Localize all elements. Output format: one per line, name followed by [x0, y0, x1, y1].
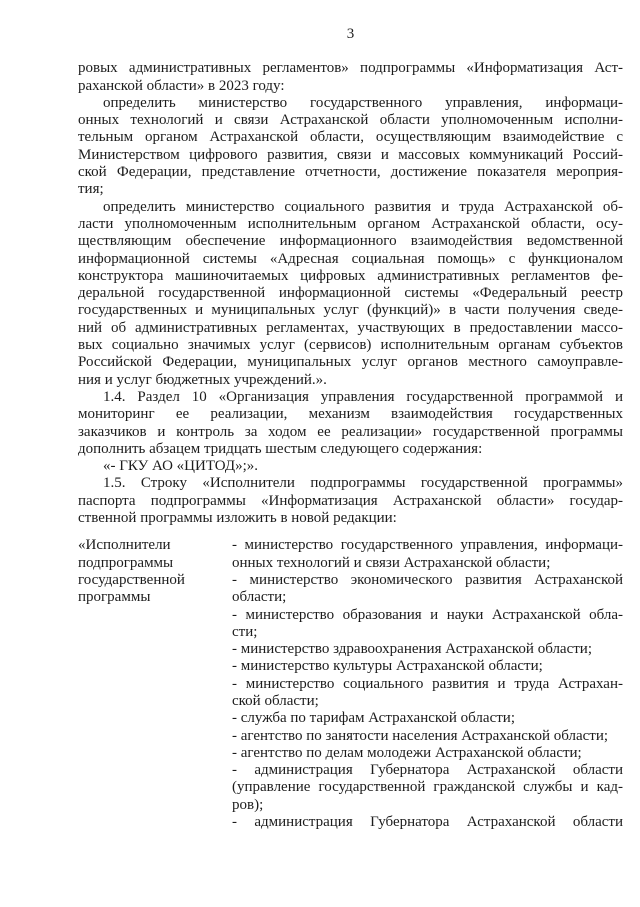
- text-line: «- ГКУ АО «ЦИТОД»;».: [103, 458, 259, 475]
- text-line: Министерством цифрового развития, связи и массовых коммуникаций Россий-: [78, 146, 623, 163]
- executor-item: [232, 676, 623, 711]
- text-line: определить министерство социального развития и труда Астраханской об-: [103, 198, 623, 215]
- executors-table: [78, 537, 623, 831]
- executor-item: [232, 572, 623, 607]
- executors-table-values-column: [232, 537, 623, 831]
- paragraph: [78, 389, 623, 458]
- text-line: - администрация Губернатора Астраханской области: [232, 762, 623, 779]
- text-line: тельным органом Астраханской области, осуществляющим взаимодействие с: [78, 129, 623, 146]
- text-line: заказчиков и контроль за ходом ее реализации» государственной программы: [78, 423, 623, 440]
- text-line: сти;: [232, 623, 258, 640]
- text-line: дополнить абзацем тридцать шестым следующего содержания:: [78, 440, 483, 457]
- paragraph: [78, 458, 623, 475]
- text-line: - министерство культуры Астраханской области;: [232, 658, 543, 675]
- text-line: вых социально значимых услуг (сервисов) исполнительным органам субъектов: [78, 337, 623, 354]
- executor-item: [232, 537, 623, 572]
- text-line: - министерство здравоохранения Астраханской области;: [232, 641, 592, 658]
- text-line: раханской области» в 2023 году:: [78, 77, 285, 94]
- text-line: ской области;: [232, 692, 319, 709]
- text-line: онных технологий и связи Астраханской области;: [232, 554, 551, 571]
- executor-item: [232, 728, 623, 745]
- text-line: тия;: [78, 181, 104, 198]
- text-line: ния и услуг бюджетных учреждений.».: [78, 371, 327, 388]
- text-line: ровых административных регламентов» подпрограммы «Информатизация Аст-: [78, 60, 623, 77]
- text-line: подпрограммы: [78, 554, 174, 571]
- paragraph: [78, 475, 623, 527]
- text-line: ний об административных регламентах, участвующих в предоставлении массо-: [78, 319, 623, 336]
- text-line: государственных и муниципальных услуг (функций)» в части получения сведе-: [78, 302, 623, 319]
- text-line: - агентство по занятости населения Астраханской области;: [232, 727, 609, 744]
- text-line: ров);: [232, 796, 264, 813]
- executor-item: [232, 814, 623, 831]
- executor-item: [232, 607, 623, 642]
- text-line: ласти уполномоченным исполнительным органом Астраханской области, осу-: [78, 215, 623, 232]
- text-line: информационной системы «Адресная социальная помощь» с функционалом: [78, 250, 623, 267]
- text-line: ской Федерации, представление отчетности, достижение показателя мероприя-: [78, 164, 623, 181]
- text-line: - служба по тарифам Астраханской области;: [232, 710, 515, 727]
- text-line: 1.5. Строку «Исполнители подпрограммы государственной программы»: [103, 475, 623, 492]
- text-line: - администрация Губернатора Астраханской области: [232, 814, 623, 831]
- text-line: - агентство по делам молодежи Астраханской области;: [232, 744, 582, 761]
- paragraph: [78, 60, 623, 95]
- text-line: государственной: [78, 571, 185, 588]
- executor-item: [232, 745, 623, 762]
- text-line: ственной программы изложить в новой редакции:: [78, 510, 397, 527]
- text-line: определить министерство государственного управления, информаци-: [103, 94, 623, 111]
- text-line: - министерство государственного управления, информаци-: [232, 537, 623, 554]
- text-line: 1.4. Раздел 10 «Организация управления государственной программой и: [103, 388, 623, 405]
- text-line: конструктора машиночитаемых цифровых административных регламентов фе-: [78, 267, 623, 284]
- paragraph: [78, 95, 623, 199]
- text-line: деральной государственной информационной системы «Федеральный реестр: [78, 285, 623, 302]
- text-line: «Исполнители: [78, 537, 171, 554]
- executor-item: [232, 762, 623, 814]
- executors-table-label-column: [78, 537, 232, 831]
- text-line: Российской Федерации, муниципальных услуг органов местного самоуправле-: [78, 354, 623, 371]
- text-line: - министерство социального развития и труда Астрахан-: [232, 675, 623, 692]
- executor-item: [232, 710, 623, 727]
- executor-item: [232, 658, 623, 675]
- text-line: онных технологий и связи Астраханской области уполномоченным исполни-: [78, 112, 623, 129]
- text-line: (управление государственной гражданской службы и кад-: [232, 779, 623, 796]
- text-line: - министерство экономического развития Астраханской: [232, 571, 623, 588]
- executor-item: [232, 641, 623, 658]
- text-line: паспорта подпрограммы «Информатизация Астраханской области» государ-: [78, 492, 623, 509]
- document-body: [78, 60, 623, 527]
- paragraph: [78, 199, 623, 389]
- text-line: программы: [78, 589, 151, 606]
- text-line: области;: [232, 589, 287, 606]
- page-number: 3: [346, 26, 355, 42]
- text-line: мониторинг ее реализации, механизм взаимодействия государственных: [78, 406, 623, 423]
- text-line: - министерство образования и науки Астраханской обла-: [232, 606, 623, 623]
- text-line: ществляющим обеспечение информационного взаимодействия ведомственной: [78, 233, 623, 250]
